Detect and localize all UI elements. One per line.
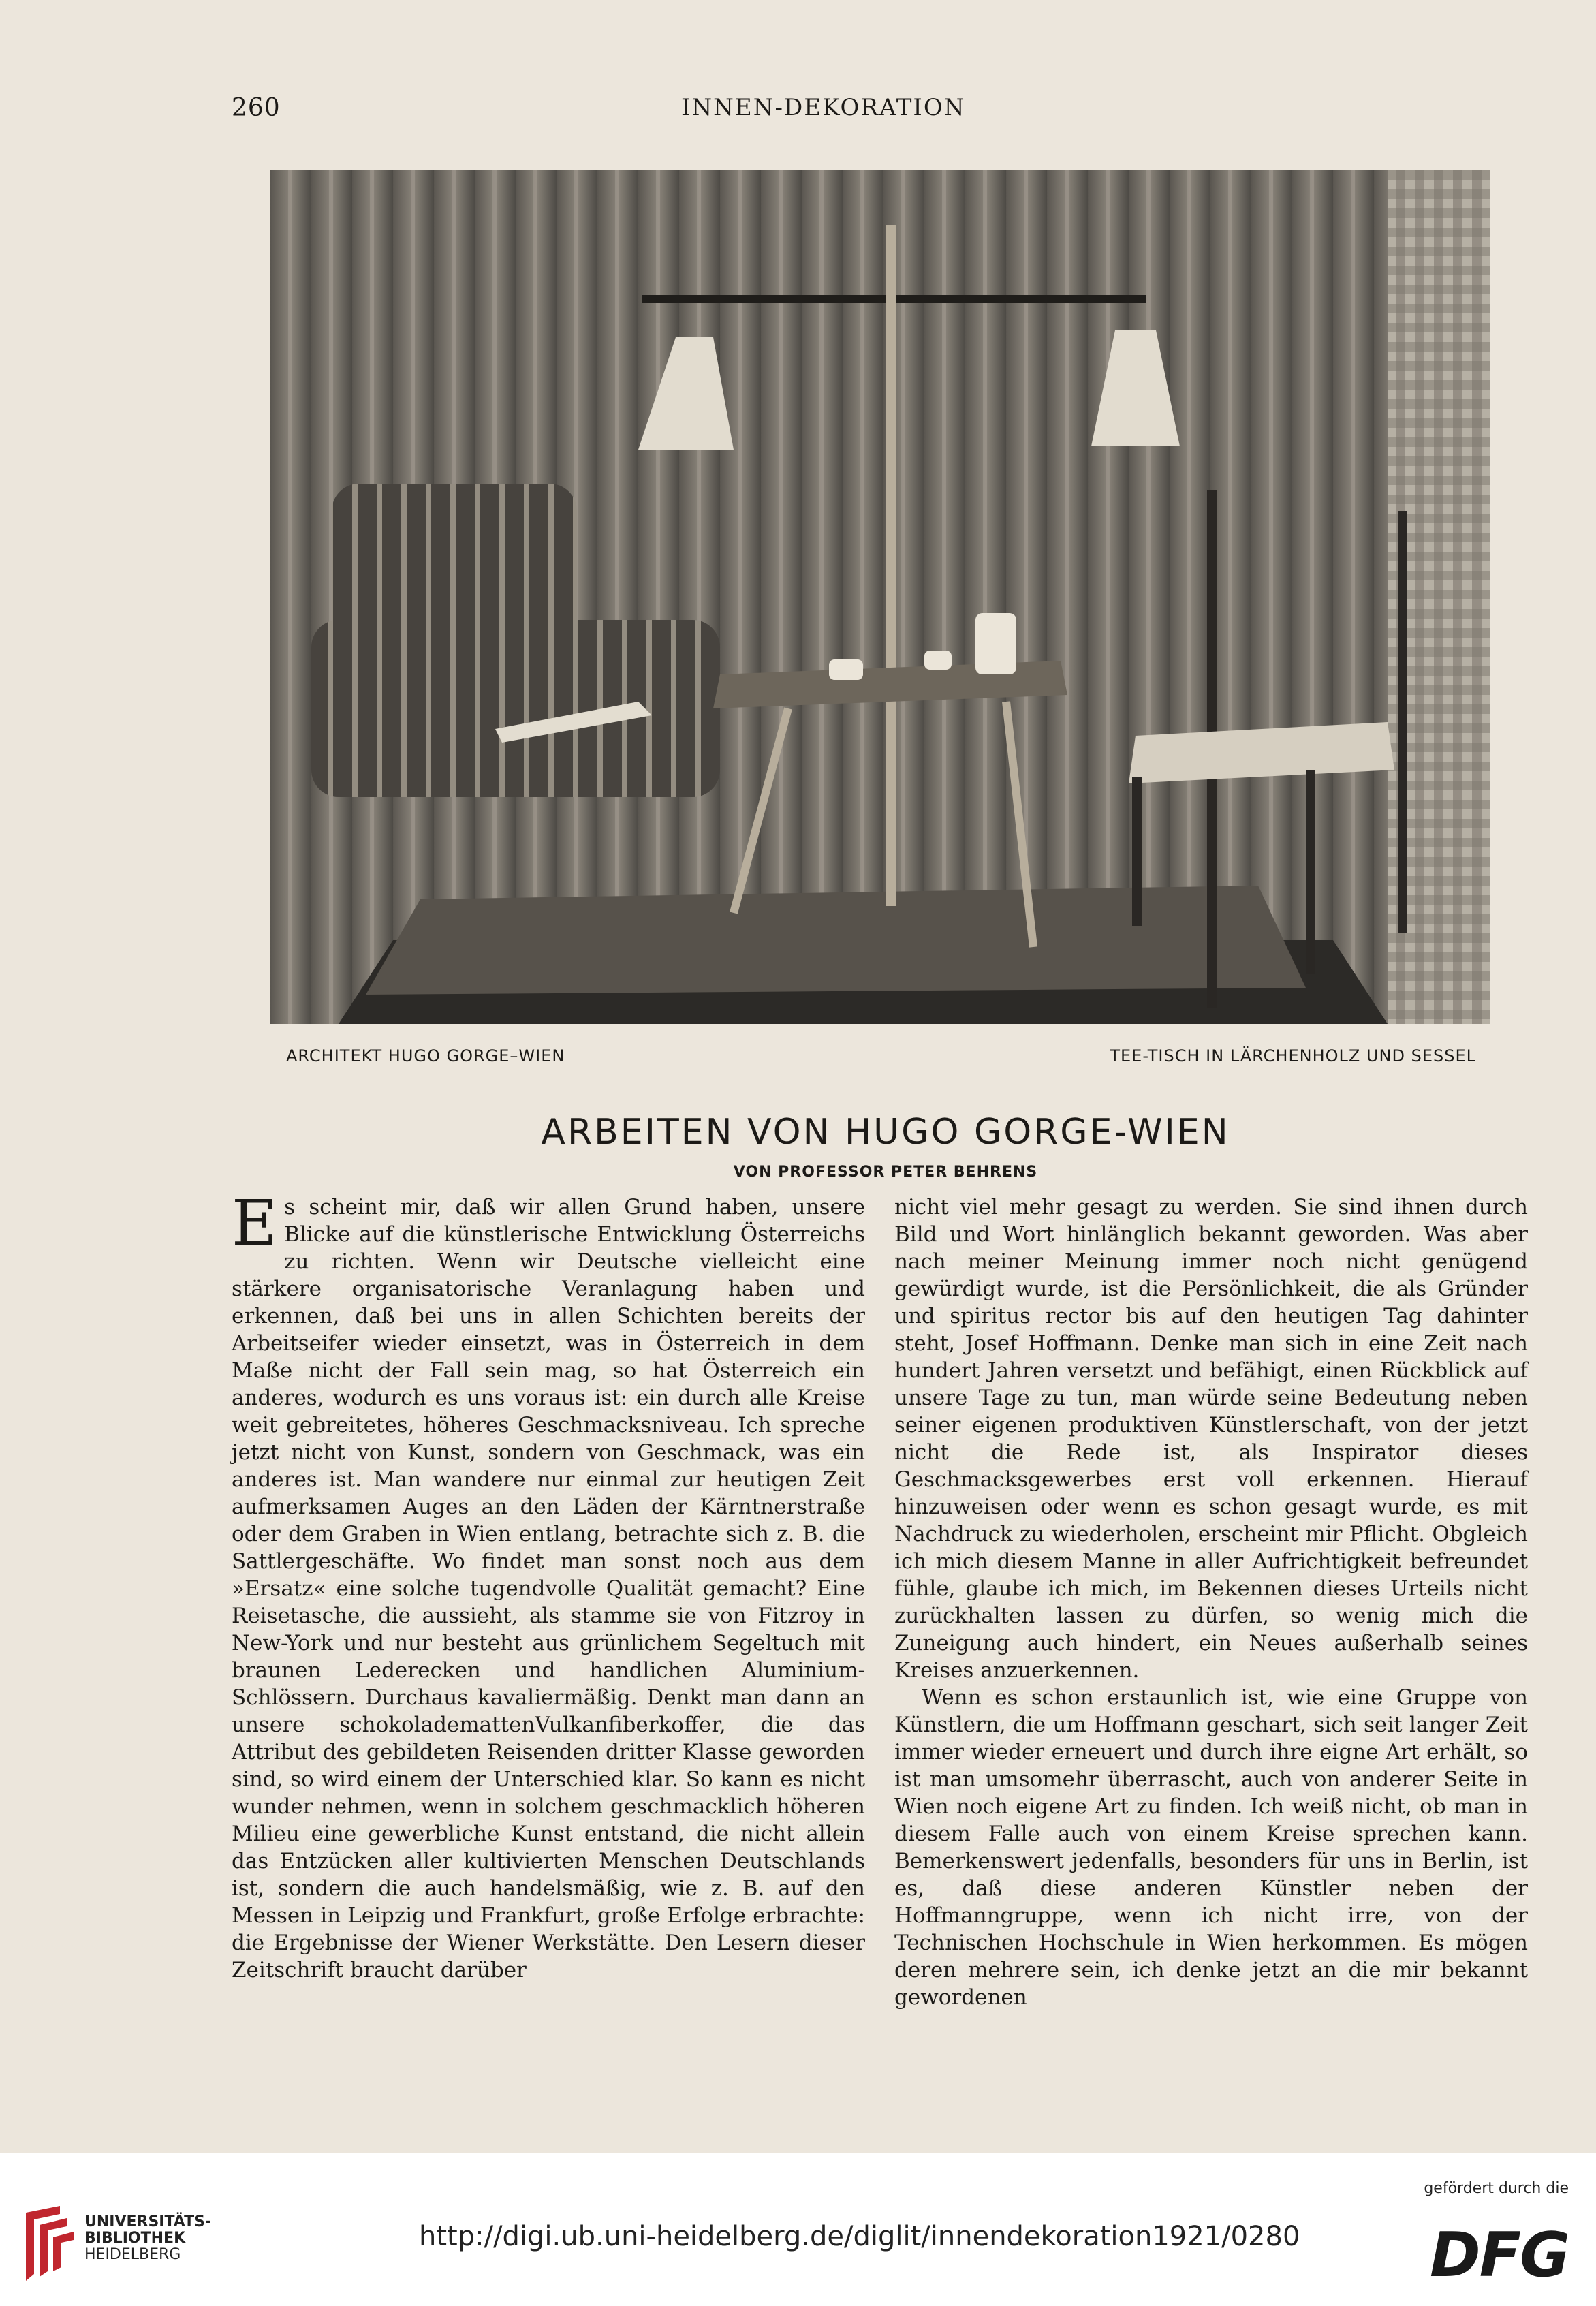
paragraph: Wenn es schon erstaunlich ist, wie eine Gruppe von Künstlern, die um Hoffmann geschart, sich seit langer Zeit immer wieder erneuert und durch ihre eigne Art erhält, so ist man umsomehr überrascht, auch von anderer Seite in Wien noch eigene Art zu finden. Ich weiß nicht, ob man in diesem Falle auch von einem Kreise sprechen kann. Bemerkenswert jedenfalls, besonders für uns in Berlin, ist es, daß diese anderen Künstler neben der Hoffmanngruppe, wenn ich nicht irre, von der Technischen Hochschule in Wien herkommen. Es mögen deren mehrere sein, ich denke jetzt an die mir bekannt gewordenen [894,1685,1528,2010]
text-column-left [232,1187,865,1984]
caption-description: TEE-TISCH IN LÄRCHENHOLZ UND SESSEL [1110,1046,1476,1065]
permalink-url[interactable]: http://digi.ub.uni-heidelberg.de/diglit/innendekoration1921/0280 [419,2221,1300,2252]
article-title: ARBEITEN VON HUGO GORGE-WIEN [541,1112,1230,1153]
interior-photograph [270,170,1490,1024]
rug [366,886,1306,995]
text-column-right [894,1194,1528,2011]
caption-architect: ARCHITEKT HUGO GORGE–WIEN [286,1046,565,1065]
digitization-footer [0,2153,1596,2306]
page-number: 260 [232,94,281,122]
byline: VON PROFESSOR PETER BEHRENS [733,1164,1038,1181]
drop-cap: E [232,1187,278,1260]
library-name-line: BIBLIOTHEK [84,2230,186,2247]
university-library-logo-icon [19,2206,78,2281]
running-title: INNEN-DEKORATION [681,94,966,121]
paragraph: nicht viel mehr gesagt zu werden. Sie sind ihnen durch Bild und Wort hinlänglich bekannt geworden. Was aber nach meiner Meinung immer noch nicht genügend gewürdigt wurde, ist die Persönlichkeit, die als Gründer und spiritus rector bis auf den heutigen Tag dahinter steht, Josef Hoffmann. Denke man sich in eine Zeit nach hundert Jahren versetzt und befähigt, einen Rückblick auf unsere Tage zu tun, man würde seine Bedeutung neben seiner eigenen produktiven Künstlerschaft, von der jetzt nicht die Rede ist, als Inspirator dieses Geschmacksgewerbes erst voll erkennen. Hierauf hinzuweisen oder wenn es schon gesagt wurde, es mit Nachdruck zu wiederholen, erscheint mir Pflicht. Obgleich ich mich diesem Manne in aller Aufrichtigkeit befreundet fühle, glaube ich mich, im Bekennen dieses Urteils nicht zurückhalten lassen zu dürfen, so wenig mich die Zuneigung auch hindert, ein Neues außerhalb seines Kreises anzuerkennen. [894,1195,1528,1683]
lamp-pole [886,225,896,906]
funding-note: gefördert durch die [1424,2180,1569,2197]
paragraph-text: s scheint mir, daß wir allen Grund haben, unsere Blicke auf die künstlerische Entwicklung Österreichs zu richten. Wenn wir Deutsche vielleicht eine stärkere organisatorische Veranlagung haben und erkennen, daß bei uns in allen Schichten bereits der Arbeitseifer wieder einsetzt, was in Österreich in dem Maße nicht der Fall sein mag, so hat Österreich ein anderes, wodurch es uns voraus ist: ein durch alle Kreise weit gebreitetes, höheres Geschmacksniveau. Ich spreche jetzt nicht von Kunst, sondern von Geschmack, was ein anderes ist. Man wandere nur einmal zur heutigen Zeit aufmerksamen Auges an den Läden der Kärntnerstraße oder dem Graben in Wien entlang, betrachte sich z. B. die Sattlergeschäfte. Wo findet man sonst noch aus dem »Ersatz« eine solche tugendvolle Qualität gemacht? Eine Reisetasche, die aussieht, als stamme sie von Fitzroy in New-York und nur besteht aus grünlichem Segeltuch mit braunen Lederecken und handlichen Aluminium-Schlössern. Durchaus kavaliermäßig. Denkt man dann an unsere schokolademattenVulkanfiberkoffer, die das Attribut des gebildeten Reisenden dritter Klasse geworden sind, so wird einem der Unterschied klar. So kann es nicht wunder nehmen, wenn in solchem geschmacklich höheren Milieu eine gewerbliche Kunst entstand, die nicht allein das Entzücken aller kultivierten Menschen Deutschlands ist, sondern die auch handelsmäßig, wie z. B. auf den Messen in Leipzig und Frankfurt, große Erfolge erbrachte: die Ergebnisse der Wiener Werkstätte. Den Lesern dieser Zeitschrift braucht darüber [232,1195,865,1982]
paragraph [232,1187,865,1984]
library-name-line: HEIDELBERG [84,2246,181,2263]
library-name-line: UNIVERSITÄTS- [84,2213,212,2230]
dfg-logo: DFG [1429,2219,1569,2291]
library-name [84,2214,211,2263]
photo-illustration [270,170,1490,1024]
